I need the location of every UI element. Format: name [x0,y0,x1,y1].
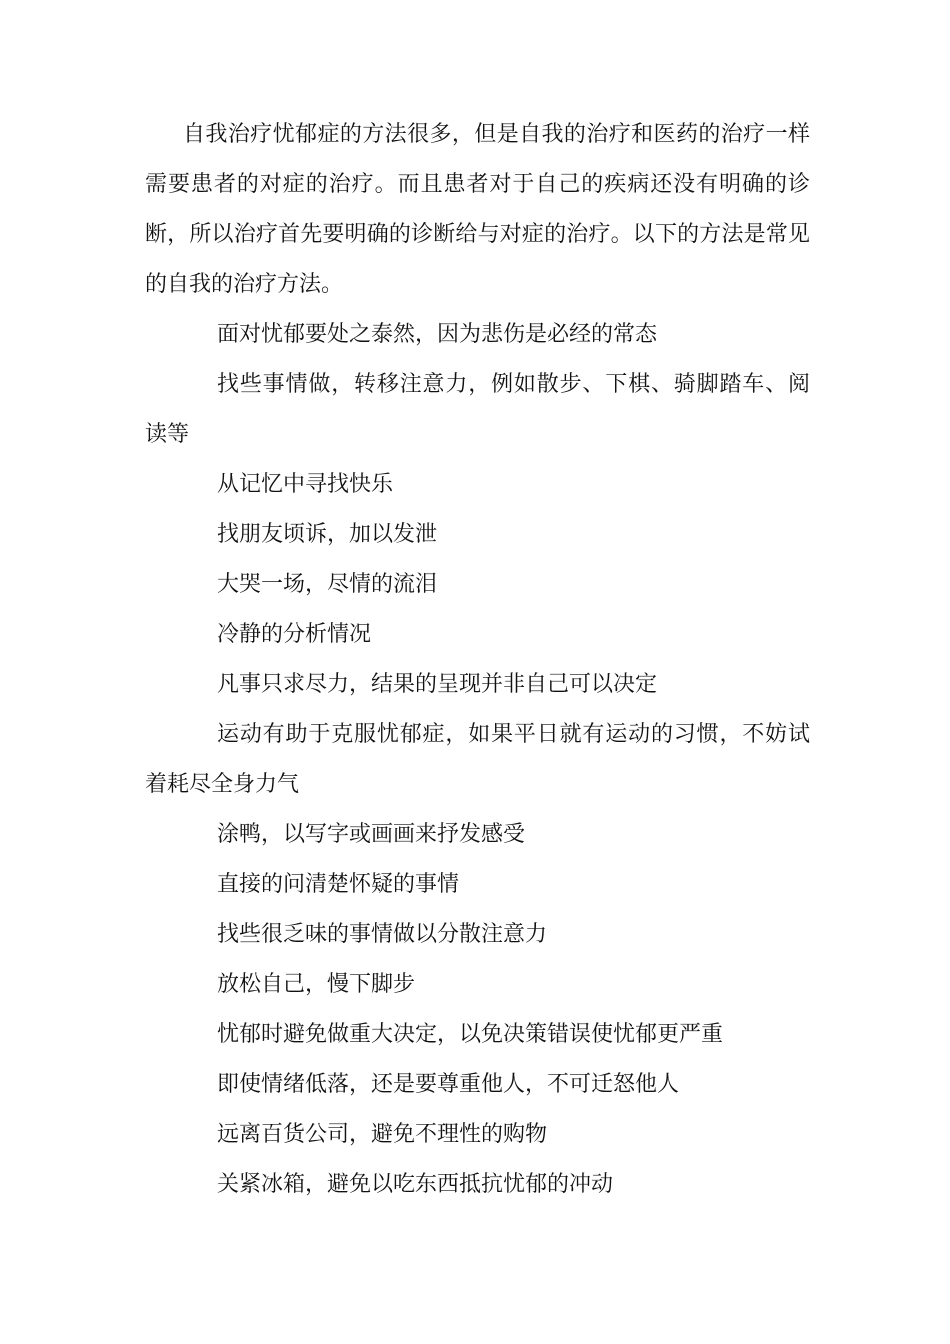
method-item: 冷静的分析情况 [217,622,372,647]
method-item: 放松自己，慢下脚步 [217,972,416,997]
method-item: 凡事只求尽力，结果的呈现并非自己可以决定 [217,672,658,697]
method-item: 即使情绪低落，还是要尊重他人，不可迁怒他人 [217,1072,680,1097]
document-body [145,110,810,1210]
method-item: 从记忆中寻找快乐 [217,472,394,497]
method-item: 直接的问清楚怀疑的事情 [217,872,460,897]
intro-paragraph: 自我治疗忧郁症的方法很多，但是自我的治疗和医药的治疗一样需要患者的对症的治疗。而且患者对于自己的疾病还没有明确的诊断，所以治疗首先要明确的诊断给与对症的治疗。以下的方法是常见的自我的治疗方法。 [145,122,810,297]
method-item: 大哭一场，尽情的流泪 [217,572,438,597]
method-item: 涂鸭，以写字或画画来抒发感受 [217,822,526,847]
method-item: 找些很乏味的事情做以分散注意力 [217,922,548,947]
method-item: 远离百货公司，避免不理性的购物 [217,1122,548,1147]
method-item: 关紧冰箱，避免以吃东西抵抗忧郁的冲动 [217,1172,614,1197]
method-item: 忧郁时避免做重大决定，以免决策错误使忧郁更严重 [217,1022,724,1047]
method-item: 找些事情做，转移注意力，例如散步、下棋、骑脚踏车、阅读等 [145,372,810,447]
method-item: 找朋友顷诉，加以发泄 [217,522,438,547]
method-item: 面对忧郁要处之泰然，因为悲伤是必经的常态 [217,322,658,347]
method-item: 运动有助于克服忧郁症，如果平日就有运动的习惯，不妨试着耗尽全身力气 [145,722,810,797]
